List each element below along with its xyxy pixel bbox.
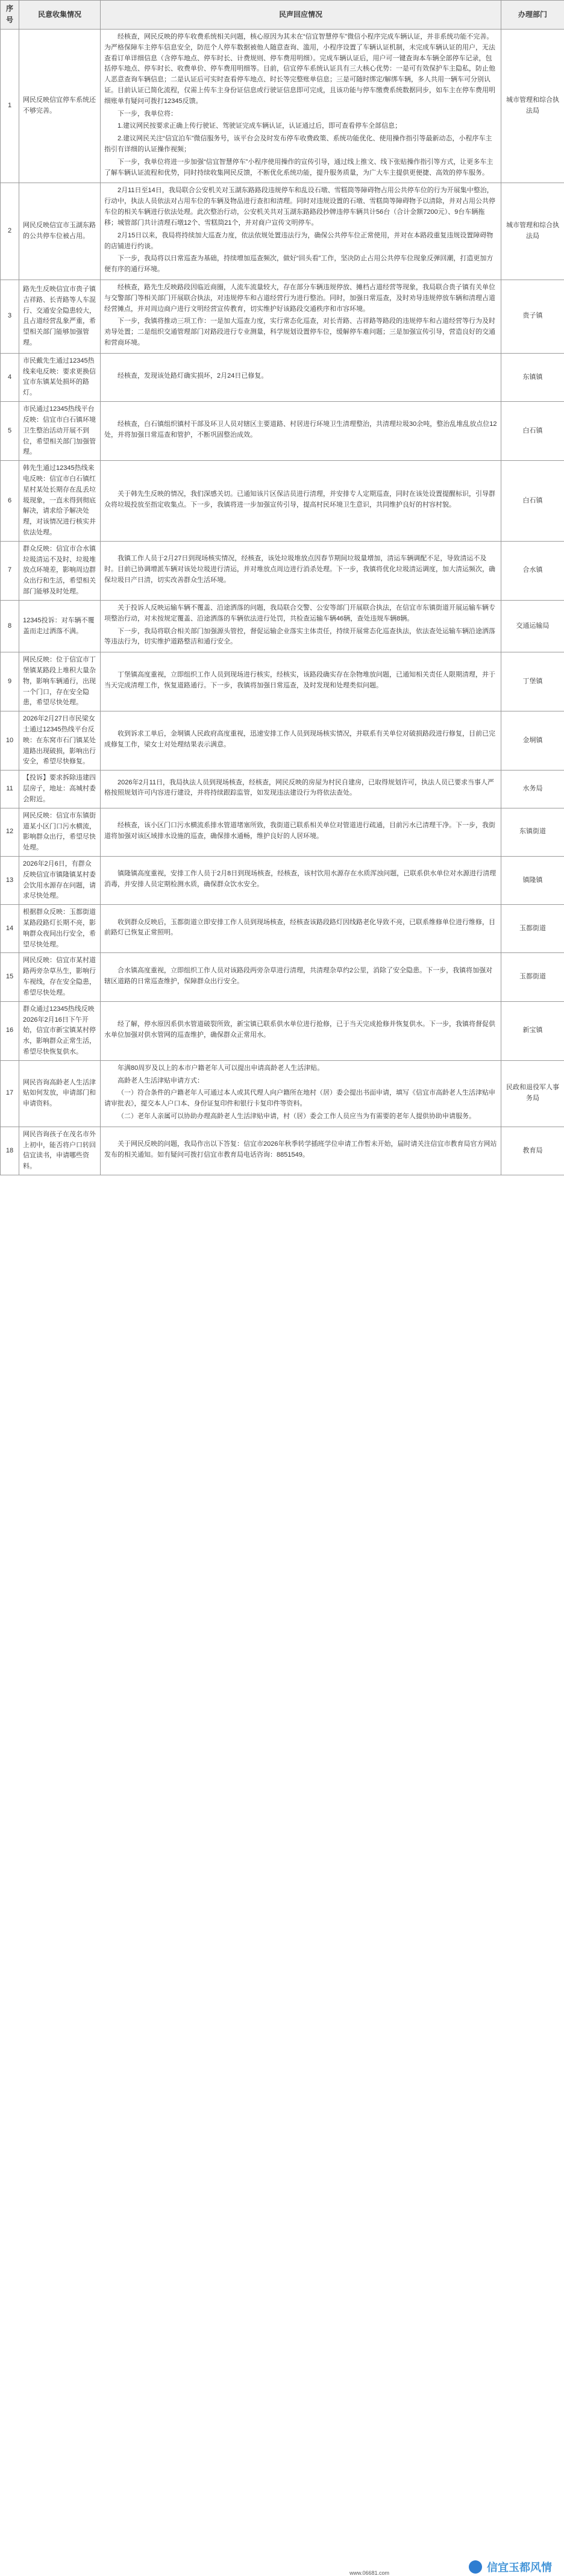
row-dept: 金垌镇 bbox=[501, 711, 564, 771]
table-row bbox=[1, 600, 564, 652]
reply-paragraph: 下一步，我镇将推动三项工作：一是加大巡查力度，实行常态化巡查，对长青路、吉祥路等路段的违规停车和占道经营等行为及时劝导处置；二是组织交通管理部门对路段进行专业测量，科学规划设置停车位，缓解停车难问题；三是加强宣传引导，营造良好的交通和营商环境。 bbox=[104, 316, 497, 348]
row-reply bbox=[101, 856, 501, 904]
row-seq: 16 bbox=[1, 1001, 19, 1060]
reply-paragraph: 经核查，该小区门口污水横流系排水管道堵塞所致，我街道已联系相关单位对管道进行疏通，目前污水已清理干净。下一步，我街道将加强对该区域排水设施的巡查，确保排水通畅，维护良好的人居环境。 bbox=[104, 821, 497, 842]
row-dept: 城市管理和综合执法局 bbox=[501, 29, 564, 183]
row-seq: 14 bbox=[1, 905, 19, 953]
row-request: 韩先生通过12345热线来电反映：信宜市白石镇红星村某处长期存在乱丢垃圾现象，一直未得到彻底解决，请求给予解决处理，对该情况进行核实并依法处理。 bbox=[19, 461, 101, 542]
table-row bbox=[1, 1001, 564, 1060]
header-dept: 办理部门 bbox=[501, 1, 564, 30]
row-request: 12345投诉：对车辆不覆盖而走过洒落不满。 bbox=[19, 600, 101, 652]
table-row bbox=[1, 953, 564, 1001]
table-row bbox=[1, 1127, 564, 1175]
row-reply bbox=[101, 1001, 501, 1060]
row-request: 群众反映：信宜市合水镇垃圾清运不及时、垃圾堆放点环境差，影响周边群众出行和生活，希望相关部门能够及时处理。 bbox=[19, 541, 101, 600]
reply-paragraph: 关于韩先生反映的情况，我们深感关切。已通知该片区保洁员进行清理，并安排专人定期巡查，同时在该处设置提醒标识，引导群众将垃圾投放至指定收集点。下一步，我镇将进一步加强宣传引导，提高村民环境卫生意识，共同维护良好的村容村貌。 bbox=[104, 489, 497, 511]
table-row bbox=[1, 711, 564, 771]
row-reply bbox=[101, 652, 501, 711]
row-seq: 13 bbox=[1, 856, 19, 904]
brand-logo-icon bbox=[469, 2560, 482, 2574]
row-reply bbox=[101, 280, 501, 353]
header-seq: 序号 bbox=[1, 1, 19, 30]
header-request: 民意收集情况 bbox=[19, 1, 101, 30]
row-reply bbox=[101, 711, 501, 771]
table-row bbox=[1, 541, 564, 600]
reply-paragraph: 2月11日至14日，我局联合公安机关对玉湖东路路段违规停车和乱设石墩、雪糕筒等障碍物占用公共停车位的行为开展集中整治，行动中，执法人员依法对占用车位的车辆及物品进行查扣和清理。同时对违规设置的石墩、雪糕筒等障碍物予以清除，并对占用公共停车位的相关车辆进行依法处理。此次整治行动，公安机关共对玉湖东路路段抄牌违停车辆共计56台（合计金额7200元）、9台车辆拖移；城管部门共计清理石墩12个、雪糕筒21个，并对商户宣传文明停车。 bbox=[104, 186, 497, 228]
row-seq: 2 bbox=[1, 183, 19, 280]
reply-paragraph: （一）符合条件的户籍老年人可通过本人或其代理人向户籍所在地村（居）委会提出书面申请，填写《信宜市高龄老人生活津贴申请审批表》，提交本人户口本、身份证复印件和银行卡复印件等资料。 bbox=[104, 1088, 497, 1110]
row-request: 群众通过12345热线反映2026年2月16日下午开始，信宜市新宝镇某村停水，影响群众正常生活，希望尽快恢复供水。 bbox=[19, 1001, 101, 1060]
reply-paragraph: 2.建议网民关注“信宜泊车”微信服务号，该平台会及时发布停车收费政策、系统功能优化、使用操作指引等最新动态，小程序车主指引有详细的认证操作视频； bbox=[104, 134, 497, 155]
row-seq: 11 bbox=[1, 771, 19, 808]
reply-paragraph: 经了解，停水原因系供水管道破裂所致，新宝镇已联系供水单位进行抢修，已于当天完成抢修并恢复供水。下一步，我镇将督促供水单位加强对供水管网的巡查维护，确保群众正常用水。 bbox=[104, 1019, 497, 1041]
header-row bbox=[1, 1, 564, 30]
row-seq: 15 bbox=[1, 953, 19, 1001]
records-table bbox=[0, 0, 564, 1175]
reply-paragraph: 收到群众反映后，玉都街道立即安排工作人员到现场核查，经核查该路段路灯因线路老化导致不亮，已联系维修单位进行维修，目前路灯已恢复正常照明。 bbox=[104, 918, 497, 939]
row-dept: 民政和退役军人事务局 bbox=[501, 1060, 564, 1127]
row-request: 根据群众反映：玉都街道某路段路灯长期不亮，影响群众夜间出行安全，希望尽快处理。 bbox=[19, 905, 101, 953]
reply-paragraph: 经核查，白石镇组织镇村干部及环卫人员对辖区主要道路、村居进行环境卫生清理整治，共清理垃圾30余吨，整治乱堆乱放点位12处，并将加强日常巡查和管护，不断巩固整治成效。 bbox=[104, 419, 497, 441]
row-request: 网民咨询孩子在茂名市外上初中，能否将户口转回信宜读书，申请哪些资料。 bbox=[19, 1127, 101, 1175]
reply-paragraph: 合水镇高度重视，立即组织工作人员对该路段两旁杂草进行清理，共清理杂草约2公里，消除了安全隐患。下一步，我镇将加强对辖区道路的日常巡查维护，保障群众出行安全。 bbox=[104, 966, 497, 987]
row-seq: 6 bbox=[1, 461, 19, 542]
row-seq: 8 bbox=[1, 600, 19, 652]
reply-paragraph: 2月15日以来，我局将持续加大巡查力度，依法依规处置违法行为，确保公共停车位正常使用，并对在本路段重复违规设置障碍物的店铺进行约谈。 bbox=[104, 231, 497, 252]
reply-paragraph: 我镇工作人员于2月27日到现场核实情况，经核查，该处垃圾堆放点因春节期间垃圾量增加，清运车辆调配不足，导致清运不及时。目前已协调增派车辆对该处垃圾进行清运，并对堆放点周边进行消杀处理。下一步，我镇将优化垃圾清运调度，加大清运频次，确保垃圾日产日清，切实改善群众生活环境。 bbox=[104, 554, 497, 586]
row-request: 网民反映信宜市玉湖东路的公共停车位被占用。 bbox=[19, 183, 101, 280]
reply-paragraph: 关于投诉人反映运输车辆不覆盖、沿途洒落的问题，我局联合交警、公安等部门开展联合执法，在信宜市东镇街道开展运输车辆专项整治行动，对未按规定覆盖、沿途洒落的车辆依法进行处罚，共检查运输车辆46辆，查处违规车辆8辆。 bbox=[104, 603, 497, 625]
table-row bbox=[1, 771, 564, 808]
row-request: 市民通过12345热线平台反映：信宜市白石镇环境卫生整治活动开展不到位，希望相关部门加强管理。 bbox=[19, 402, 101, 461]
row-request: 【投诉】要求拆除违建四层房子，地址：高城村委会附近。 bbox=[19, 771, 101, 808]
table-row bbox=[1, 29, 564, 183]
header-reply: 民声回应情况 bbox=[101, 1, 501, 30]
row-reply bbox=[101, 353, 501, 401]
row-request: 网民咨询高龄老人生活津贴如何发放，申请部门和申请资料。 bbox=[19, 1060, 101, 1127]
row-request: 网民反映信宜停车系统还不够完善。 bbox=[19, 29, 101, 183]
reply-paragraph: 下一步，我单位将进一步加强“信宜智慧停车”小程序使用操作的宣传引导，通过线上推文、线下张贴操作指引等方式，让更多车主了解车辆认证流程和优势，同时持续收集网民反馈，不断优化系统功能，提升服务质量，为广大车主提供更便捷、高效的停车服务。 bbox=[104, 157, 497, 179]
row-reply bbox=[101, 541, 501, 600]
row-seq: 10 bbox=[1, 711, 19, 771]
row-request: 2026年2月6日，有群众反映信宜市镇隆镇某村委会饮用水源存在问题，请求尽快处理。 bbox=[19, 856, 101, 904]
table-row bbox=[1, 905, 564, 953]
table-row bbox=[1, 280, 564, 353]
table-row bbox=[1, 856, 564, 904]
row-seq: 4 bbox=[1, 353, 19, 401]
row-seq: 7 bbox=[1, 541, 19, 600]
row-reply bbox=[101, 1127, 501, 1175]
table-row bbox=[1, 183, 564, 280]
row-reply bbox=[101, 808, 501, 856]
row-dept: 丁堡镇 bbox=[501, 652, 564, 711]
row-seq: 18 bbox=[1, 1127, 19, 1175]
reply-paragraph: 经核查，网民反映的停车收费系统相关问题，核心原因为其未在“信宜智慧停车”微信小程序完成车辆认证，并非系统功能不完善。为严格保障车主停车信息安全，防范个人停车数据被他人随意查询、滥用，小程序设置了车辆认证机制，未完成车辆认证的用户，无法查看订单详细信息（含停车地点、停车时长、计费规则、停车费用明细）。完成车辆认证后，用户可一键查询本车辆全部停车记录，包括停车地点、停车时长、收费单价、停车费用明细等。目前，信宜停车系统认证具有三大核心优势：一是可有效保护车主隐私，防止他人恶意查询车辆信息；二是认证后可实时查看停车地点、时长等完整账单信息；三是可随时绑定/解绑车辆，多人共用一辆车可分别认证。目前认证已简化流程，仅需上传车主身份证信息或行驶证信息即可完成，且该功能与停车缴费系统数据同步，如车主在停车费用明细账单有疑问可拨打12345反馈。 bbox=[104, 32, 497, 107]
row-dept: 城市管理和综合执法局 bbox=[501, 183, 564, 280]
row-reply bbox=[101, 183, 501, 280]
row-dept: 贵子镇 bbox=[501, 280, 564, 353]
row-dept: 玉都街道 bbox=[501, 953, 564, 1001]
table-row bbox=[1, 808, 564, 856]
reply-paragraph: 下一步，我局将联合相关部门加强源头管控，督促运输企业落实主体责任，持续开展常态化巡查执法，依法查处运输车辆沿途洒落等违法行为，切实维护道路整洁和通行安全。 bbox=[104, 627, 497, 648]
row-dept: 东镇街道 bbox=[501, 808, 564, 856]
row-dept: 教育局 bbox=[501, 1127, 564, 1175]
row-reply bbox=[101, 771, 501, 808]
row-dept: 新宝镇 bbox=[501, 1001, 564, 1060]
brand-name: 信宜玉都风情 bbox=[487, 2559, 552, 2575]
brand-watermark bbox=[469, 2559, 552, 2575]
table-row bbox=[1, 652, 564, 711]
row-request: 网民反映：信宜市东镇街道某小区门口污水横流，影响群众出行，希望尽快处理。 bbox=[19, 808, 101, 856]
row-dept: 合水镇 bbox=[501, 541, 564, 600]
row-request: 市民戴先生通过12345热线来电反映：要求更换信宜市东镇某处损坏的路灯。 bbox=[19, 353, 101, 401]
row-seq: 12 bbox=[1, 808, 19, 856]
row-request: 2026年2月27日市民梁女士通过12345热线平台反映：在东窝市石门镇某处道路出现破损，影响出行安全，希望尽快修复。 bbox=[19, 711, 101, 771]
row-seq: 17 bbox=[1, 1060, 19, 1127]
row-request: 路先生反映信宜市贵子镇吉祥路、长青路等人车混行、交通安全隐患较大，且占道经营乱象严重，希望相关部门能够加强管理。 bbox=[19, 280, 101, 353]
reply-paragraph: 丁堡镇高度重视，立即组织工作人员到现场进行核实，经核实，该路段确实存在杂物堆放问题，已通知相关责任人限期清理，并于当天完成清理工作，恢复道路通行。下一步，我镇将加强日常巡查，及时发现和处理类似问题。 bbox=[104, 670, 497, 692]
row-seq: 9 bbox=[1, 652, 19, 711]
row-reply bbox=[101, 1060, 501, 1127]
row-dept: 东镇镇 bbox=[501, 353, 564, 401]
row-dept: 镇隆镇 bbox=[501, 856, 564, 904]
reply-paragraph: （二）老年人亲属可以协助办理高龄老人生活津贴申请，村（居）委会工作人员应当为有需要的老年人提供协助申请服务。 bbox=[104, 1111, 497, 1122]
row-dept: 交通运输局 bbox=[501, 600, 564, 652]
reply-paragraph: 经核查，发现该处路灯确实损坏，2月24日已修复。 bbox=[104, 371, 497, 382]
table-row bbox=[1, 353, 564, 401]
reply-paragraph: 2026年2月11日，我局执法人员到现场核查，经核查，网民反映的房屋为村民自建房，已取得规划许可，执法人员已要求当事人严格按照规划许可内容进行建设，并将持续跟踪监管，如发现违法建设行为将依法查处。 bbox=[104, 778, 497, 799]
row-reply bbox=[101, 29, 501, 183]
row-request: 网民反映：信宜市某村道路两旁杂草丛生，影响行车视线，存在安全隐患，希望尽快处理。 bbox=[19, 953, 101, 1001]
row-reply bbox=[101, 402, 501, 461]
reply-paragraph: 1.建议网民按要求正确上传行驶证、驾驶证完成车辆认证，认证通过后，即可查看停车全部信息； bbox=[104, 121, 497, 132]
site-url: www.06681.com bbox=[349, 2570, 389, 2576]
table-row bbox=[1, 402, 564, 461]
reply-paragraph: 年满80周岁及以上的本市户籍老年人可以提出申请高龄老人生活津贴。 bbox=[104, 1063, 497, 1074]
reply-paragraph: 下一步，我单位将： bbox=[104, 109, 497, 120]
row-seq: 1 bbox=[1, 29, 19, 183]
reply-paragraph: 经核查，路先生反映路段因临近商圈，人流车流量较大，存在部分车辆违规停放、摊档占道经营等现象，我局联合贵子镇有关单位与交警部门等相关部门开展联合执法，对违规停车和占道经营行为进行整治。同时，加强日常巡查，及时劝导违规停放车辆和清理占道经营摊点，并对周边商户进行文明经营宣传教育，切实维护好该路段交通秩序和市容环境。 bbox=[104, 283, 497, 314]
row-request: 网民反映：位于信宜市丁堡镇某路段上堆积大量杂物，影响车辆通行，出现一个门口，存在安全隐患，希望尽快处理。 bbox=[19, 652, 101, 711]
row-reply bbox=[101, 905, 501, 953]
row-seq: 3 bbox=[1, 280, 19, 353]
row-reply bbox=[101, 953, 501, 1001]
reply-paragraph: 关于网民反映的问题，我局作出以下答复：信宜市2026年秋季转学插班学位申请工作暂未开始，届时请关注信宜市教育局官方网站发布的相关通知。如有疑问可拨打信宜市教育局电话咨询：8851549。 bbox=[104, 1139, 497, 1161]
table-row bbox=[1, 461, 564, 542]
row-seq: 5 bbox=[1, 402, 19, 461]
row-dept: 水务局 bbox=[501, 771, 564, 808]
reply-paragraph: 收到诉求工单后，金垌镇人民政府高度重视，迅速安排工作人员到现场核实情况，并联系有关单位对破损路段进行修复，目前已完成修复工作，梁女士对处理结果表示满意。 bbox=[104, 729, 497, 751]
row-dept: 白石镇 bbox=[501, 461, 564, 542]
row-dept: 白石镇 bbox=[501, 402, 564, 461]
row-reply bbox=[101, 461, 501, 542]
reply-paragraph: 下一步，我局将以日常巡查为基础，持续增加巡查频次，做好“回头看”工作，坚决防止占用公共停车位现象反弹回潮，打造更加方便有序的通行环境。 bbox=[104, 254, 497, 275]
row-dept: 玉都街道 bbox=[501, 905, 564, 953]
reply-paragraph: 镇隆镇高度重视，安排工作人员于2月8日到现场核查，经核查，该村饮用水源存在水质浑浊问题，已联系供水单位对水源进行清理消毒，并安排人员定期检测水质，确保群众饮水安全。 bbox=[104, 869, 497, 890]
footer bbox=[0, 2559, 564, 2574]
table-body bbox=[1, 29, 564, 1175]
table-row bbox=[1, 1060, 564, 1127]
row-reply bbox=[101, 600, 501, 652]
reply-paragraph: 高龄老人生活津贴申请方式： bbox=[104, 1076, 497, 1087]
